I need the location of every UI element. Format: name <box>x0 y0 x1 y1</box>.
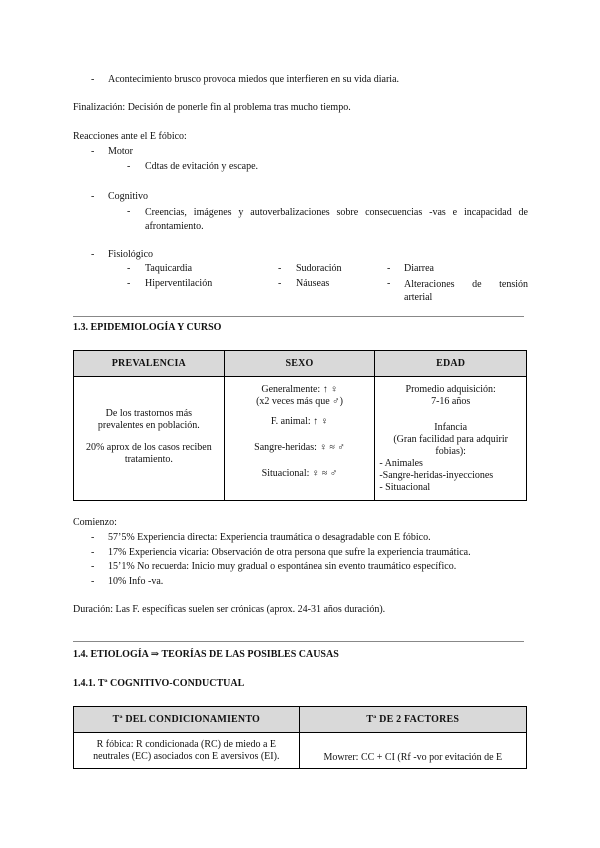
two-factor-cell <box>299 733 526 769</box>
bullet-dash: - <box>91 532 95 543</box>
symptom-item: Náuseas <box>296 278 330 289</box>
sex-general: Generalmente: ↑ ♀ <box>261 384 338 395</box>
onset-item: 10% Info -va. <box>108 576 164 587</box>
conditioning-cell <box>74 733 300 769</box>
sub-bullet-dash: - <box>127 161 131 172</box>
bullet-dash: - <box>91 74 95 85</box>
motor-label: Motor <box>108 146 133 157</box>
prevalence-cell <box>74 377 225 501</box>
section-divider <box>73 641 524 642</box>
symptom-item: Sudoración <box>296 263 342 274</box>
bullet-dash: - <box>91 249 95 260</box>
onset-item: 57’5% Experiencia directa: Experiencia traumática o desagradable con E fóbico. <box>108 532 431 543</box>
sex-animal: F. animal: ↑ ♀ <box>270 416 329 427</box>
sub-bullet-dash: - <box>387 263 391 274</box>
symptom-item: Diarrea <box>404 263 434 274</box>
bullet-dash: - <box>91 576 95 587</box>
age-list-item: - Situacional <box>379 482 431 493</box>
age-list-item: -Sangre-heridas-inyecciones <box>379 470 494 481</box>
sex-ratio: (x2 veces más que ♂) <box>256 396 343 407</box>
motor-item: Cdtas de evitación y escape. <box>145 161 259 172</box>
sub-bullet-dash: - <box>278 278 282 289</box>
header-two-factor-theory: Tª DE 2 FACTORES <box>299 707 526 733</box>
duration-text: Duración: Las F. específicas suelen ser crónicas (aprox. 24-31 años duración). <box>73 604 386 615</box>
physiological-label: Fisiológico <box>108 249 154 260</box>
section-heading-etiology: 1.4. ETIOLOGÍA ⇒ TEORÍAS DE LAS POSIBLES CAUSAS <box>73 649 339 660</box>
conditioning-text: R fóbica: R condicionada (RC) de miedo a E neutrales (EC) asociados con E aversivos (EI). <box>93 738 280 762</box>
sex-situational: Situacional: ♀ ≈ ♂ <box>261 468 338 479</box>
sub-bullet-dash: - <box>387 278 391 289</box>
sub-bullet-dash: - <box>127 278 131 289</box>
intro-bullet-text: Acontecimiento brusco provoca miedos que interfieren en su vida diaria. <box>108 74 400 85</box>
symptom-item: Taquicardia <box>145 263 193 274</box>
header-age: EDAD <box>375 351 527 377</box>
two-factor-text: Mowrer: CC + CI (Rf -vo por evitación de E <box>323 752 503 763</box>
age-cell <box>375 377 527 501</box>
header-sex: SEXO <box>224 351 375 377</box>
onset-item: 15’1% No recuerda: Inicio muy gradual o espontánea sin evento traumático específico. <box>108 561 457 572</box>
bullet-dash: - <box>91 561 95 572</box>
age-childhood-note: (Gran facilidad para adquirir fobias): <box>393 434 508 457</box>
onset-item: 17% Experiencia vicaria: Observación de otra persona que sufre la experiencia traumática. <box>108 547 471 558</box>
header-prevalence: PREVALENCIA <box>74 351 225 377</box>
sub-bullet-dash: - <box>278 263 282 274</box>
symptom-item: Hiperventilación <box>145 278 213 289</box>
section-heading-epidemiology: 1.3. EPIDEMIOLOGÍA Y CURSO <box>73 322 222 333</box>
subsection-heading-cognitive-behavioral: 1.4.1. Tª COGNITIVO-CONDUCTUAL <box>73 678 245 689</box>
prevalence-text-1: De los trastornos más prevalentes en población. <box>97 408 200 431</box>
prevalence-text-2: 20% aprox de los casos reciben tratamiento. <box>85 442 212 465</box>
section-divider <box>73 316 524 317</box>
theories-table <box>73 706 527 769</box>
bullet-dash: - <box>91 146 95 157</box>
cognitive-item: Creencias, imágenes y autoverbalizaciones sobre consecuencias -vas e incapacidad de afrontamiento. <box>145 207 528 232</box>
sub-bullet-dash: - <box>127 206 131 217</box>
epidemiology-table <box>73 350 527 501</box>
bullet-dash: - <box>91 547 95 558</box>
sex-cell <box>224 377 375 501</box>
sex-blood: Sangre-heridas: ♀ ≈ ♂ <box>254 442 345 453</box>
age-average-value: 7-16 años <box>431 396 471 407</box>
symptom-item: Alteraciones de tensión arterial <box>404 279 528 303</box>
age-list-item: - Animales <box>379 458 423 469</box>
age-childhood: Infancia <box>434 422 468 433</box>
cognitive-label: Cognitivo <box>108 191 149 202</box>
reactions-title: Reacciones ante el E fóbico: <box>73 131 187 142</box>
finalization-text: Finalización: Decisión de ponerle fin al problema tras mucho tiempo. <box>73 102 351 113</box>
header-conditioning-theory: Tª DEL CONDICIONAMIENTO <box>74 707 300 733</box>
onset-title: Comienzo: <box>73 517 117 528</box>
bullet-dash: - <box>91 191 95 202</box>
sub-bullet-dash: - <box>127 263 131 274</box>
age-average-label: Promedio adquisición: <box>405 384 496 395</box>
